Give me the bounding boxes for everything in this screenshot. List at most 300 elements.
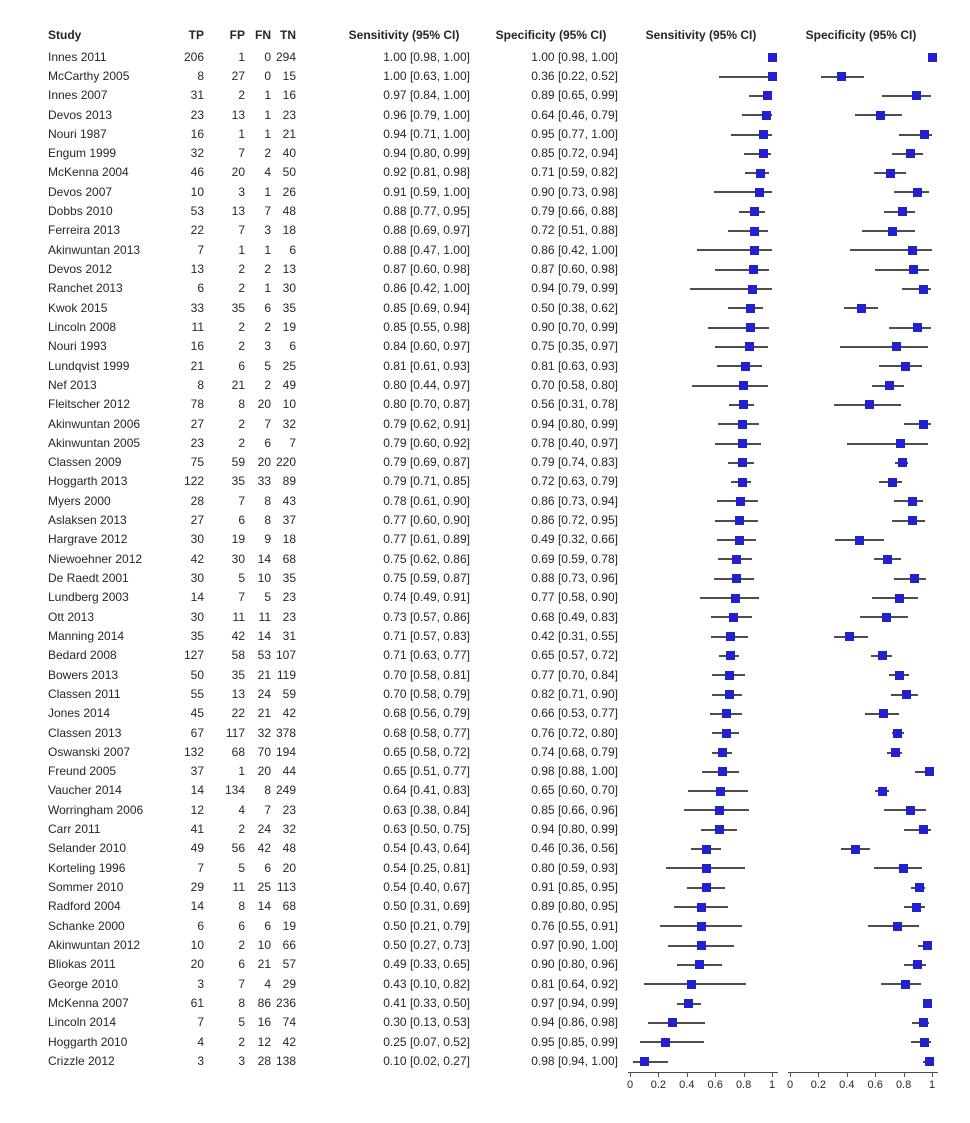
fn-value: 24 [257,686,271,701]
study-rows [0,48,970,1072]
tn-value: 220 [275,455,296,470]
sensitivity-ci-text: 0.74 [0.49, 0.91] [383,590,470,605]
sensitivity-ci-text: 0.68 [0.58, 0.77] [383,725,470,740]
fp-value: 2 [238,319,245,334]
study-row [0,241,970,260]
sensitivity-point-marker [640,1057,649,1066]
study-name: Akinwuntan 2013 [48,242,141,257]
fn-value: 4 [264,976,271,991]
specificity-point-marker [882,613,891,622]
specificity-ci-text: 0.90 [0.80, 0.96] [531,957,618,972]
tp-value: 8 [197,377,204,392]
sensitivity-forest-cell [630,106,772,125]
specificity-forest-cell [790,395,932,414]
sensitivity-point-marker [697,903,706,912]
specificity-forest-cell [790,936,932,955]
specificity-ci-text: 0.77 [0.70, 0.84] [531,667,618,682]
tp-value: 14 [190,783,204,798]
axis-tick-label: 0.6 [707,1079,723,1091]
tn-value: 23 [282,590,296,605]
tp-value: 16 [190,126,204,141]
fp-value: 13 [231,204,245,219]
sensitivity-forest-cell [630,646,772,665]
tp-value: 53 [190,204,204,219]
tn-value: 50 [282,165,296,180]
specificity-forest-cell [790,666,932,685]
sensitivity-forest-cell [630,67,772,86]
tn-value: 23 [282,609,296,624]
study-row [0,801,970,820]
specificity-forest-cell [790,163,932,182]
specificity-ci-text: 0.94 [0.79, 0.99] [531,281,618,296]
tn-value: 6 [289,242,296,257]
study-row [0,318,970,337]
tn-value: 378 [275,725,296,740]
study-name: McKenna 2004 [48,165,129,180]
sensitivity-forest-cell [630,685,772,704]
fp-value: 11 [232,609,245,624]
sensitivity-ci-text: 0.50 [0.21, 0.79] [383,918,470,933]
study-name: Devos 2007 [48,184,113,199]
fp-value: 5 [238,860,245,875]
tn-value: 138 [275,1053,296,1068]
specificity-point-marker [896,439,905,448]
column-header-tn: TN [280,28,296,42]
axis-tick [744,1072,745,1077]
tn-value: 294 [275,49,296,64]
specificity-point-marker [893,729,902,738]
fp-value: 7 [238,146,245,161]
axis-tick [847,1072,848,1077]
sensitivity-forest-cell [630,704,772,723]
study-name: Classen 2009 [48,455,122,470]
specificity-forest-cell [790,781,932,800]
study-row [0,936,970,955]
specificity-forest-cell [790,472,932,491]
specificity-forest-cell [790,569,932,588]
sensitivity-point-marker [732,555,741,564]
sensitivity-point-marker [750,227,759,236]
specificity-forest-cell [790,1033,932,1052]
study-name: Korteling 1996 [48,860,126,875]
fp-value: 2 [238,822,245,837]
specificity-ci-text: 0.81 [0.64, 0.92] [531,976,618,991]
sensitivity-point-marker [702,883,711,892]
sensitivity-point-marker [750,207,759,216]
tn-value: 15 [282,68,296,83]
sensitivity-point-marker [716,787,725,796]
sensitivity-ci-line [715,269,769,271]
study-row [0,569,970,588]
tp-value: 6 [197,281,204,296]
sensitivity-point-marker [726,651,735,660]
fn-value: 20 [257,397,271,412]
tp-value: 23 [190,107,204,122]
specificity-forest-cell [790,221,932,240]
specificity-ci-text: 0.88 [0.73, 0.96] [531,571,618,586]
specificity-point-marker [885,381,894,390]
study-row [0,530,970,549]
study-name: Bedard 2008 [48,648,117,663]
sensitivity-point-marker [738,439,747,448]
specificity-point-marker [901,980,910,989]
sensitivity-forest-cell [630,762,772,781]
fp-value: 68 [231,744,245,759]
fn-value: 20 [257,764,271,779]
study-name: Dobbs 2010 [48,204,113,219]
study-row [0,917,970,936]
axis-tick [790,1072,791,1077]
study-name: Worringham 2006 [48,802,144,817]
specificity-ci-line [840,346,928,348]
fp-value: 11 [232,880,245,895]
specificity-ci-text: 0.98 [0.94, 1.00] [531,1053,618,1068]
specificity-forest-cell [790,839,932,858]
specificity-point-marker [915,883,924,892]
study-row [0,163,970,182]
sensitivity-forest-cell [630,781,772,800]
tp-value: 27 [190,513,204,528]
study-name: Nef 2013 [48,377,97,392]
sensitivity-ci-text: 0.85 [0.69, 0.94] [383,300,470,315]
specificity-point-marker [920,130,929,139]
study-row [0,106,970,125]
fp-value: 3 [238,1053,245,1068]
specificity-forest-cell [790,125,932,144]
sensitivity-point-marker [722,729,731,738]
tn-value: 57 [282,957,296,972]
axis-tick-label: 1 [768,1079,776,1091]
tp-value: 31 [190,88,204,103]
tn-value: 43 [282,493,296,508]
study-row [0,1033,970,1052]
study-row [0,376,970,395]
specificity-ci-text: 0.65 [0.57, 0.72] [531,648,618,663]
sensitivity-forest-cell [630,801,772,820]
sensitivity-point-marker [697,922,706,931]
fn-value: 7 [264,416,271,431]
tp-value: 61 [190,995,204,1010]
study-name: Fleitscher 2012 [48,397,131,412]
specificity-forest-cell [790,260,932,279]
fp-value: 1 [238,764,245,779]
sensitivity-ci-text: 0.77 [0.60, 0.90] [383,513,470,528]
fp-value: 6 [238,918,245,933]
sensitivity-x-axis [626,1072,776,1098]
sensitivity-ci-line [633,1061,669,1063]
specificity-point-marker [893,922,902,931]
tp-value: 20 [190,957,204,972]
sensitivity-point-marker [735,536,744,545]
sensitivity-point-marker [736,497,745,506]
specificity-forest-cell [790,1013,932,1032]
specificity-forest-cell [790,202,932,221]
tn-value: 119 [276,667,296,682]
axis-tick-label: 0.8 [895,1079,912,1091]
study-row [0,144,970,163]
fn-value: 1 [264,107,271,122]
tn-value: 68 [282,899,296,914]
study-name: Schanke 2000 [48,918,125,933]
fn-value: 1 [264,88,271,103]
specificity-point-marker [920,1038,929,1047]
tp-value: 13 [190,262,204,277]
sensitivity-forest-cell [630,376,772,395]
specificity-forest-cell [790,588,932,607]
study-row [0,955,970,974]
specificity-forest-cell [790,743,932,762]
specificity-point-marker [886,169,895,178]
fn-value: 5 [264,590,271,605]
fp-value: 2 [238,339,245,354]
specificity-ci-text: 0.90 [0.73, 0.98] [531,184,618,199]
fn-value: 1 [264,184,271,199]
sensitivity-ci-text: 0.71 [0.63, 0.77] [383,648,470,663]
tn-value: 48 [282,841,296,856]
study-row [0,839,970,858]
sensitivity-ci-text: 0.84 [0.60, 0.97] [383,339,470,354]
sensitivity-ci-text: 0.75 [0.59, 0.87] [383,571,470,586]
study-row [0,125,970,144]
axis-tick [687,1072,688,1077]
specificity-ci-text: 0.91 [0.85, 0.95] [531,880,618,895]
sensitivity-forest-cell [630,144,772,163]
fn-value: 53 [257,648,271,663]
fn-value: 5 [264,358,271,373]
tp-value: 42 [190,551,204,566]
tp-value: 78 [190,397,204,412]
sensitivity-forest-cell [630,994,772,1013]
specificity-forest-cell [790,685,932,704]
fp-value: 35 [231,474,245,489]
tn-value: 44 [282,764,296,779]
sensitivity-ci-text: 0.91 [0.59, 1.00] [383,184,470,199]
specificity-forest-cell [790,376,932,395]
fn-value: 14 [257,551,271,566]
axis-tick-label: 0.6 [867,1079,883,1091]
fp-value: 13 [231,686,245,701]
fn-value: 21 [257,667,271,682]
specificity-ci-text: 0.97 [0.94, 0.99] [531,995,618,1010]
specificity-point-marker [845,632,854,641]
study-name: Classen 2011 [48,686,121,701]
study-name: Innes 2011 [48,49,107,64]
tn-value: 7 [289,435,296,450]
specificity-point-marker [906,806,915,815]
axis-tick-label: 0.2 [650,1079,667,1091]
study-name: Lundberg 2003 [48,590,129,605]
sensitivity-ci-text: 0.43 [0.10, 0.82] [383,976,470,991]
specificity-point-marker [895,671,904,680]
specificity-forest-cell [790,434,932,453]
fp-value: 7 [238,493,245,508]
fn-value: 28 [257,1053,271,1068]
sensitivity-ci-text: 0.68 [0.56, 0.79] [383,706,470,721]
study-name: McCarthy 2005 [48,68,130,83]
sensitivity-ci-text: 0.41 [0.33, 0.50] [383,995,470,1010]
axis-tick [630,1072,631,1077]
sensitivity-ci-line [719,76,772,78]
specificity-ci-text: 0.64 [0.46, 0.79] [531,107,618,122]
sensitivity-ci-text: 0.79 [0.62, 0.91] [383,416,470,431]
sensitivity-ci-line [728,230,768,232]
sensitivity-ci-text: 0.10 [0.02, 0.27] [383,1053,470,1068]
study-name: Akinwuntan 2005 [48,435,141,450]
fp-value: 27 [231,68,245,83]
fp-value: 2 [238,281,245,296]
specificity-point-marker [908,246,917,255]
study-name: Lincoln 2008 [48,319,117,334]
study-row [0,67,970,86]
tp-value: 4 [197,1034,204,1049]
fn-value: 24 [257,822,271,837]
fn-value: 1 [264,281,271,296]
specificity-point-marker [892,342,901,351]
tn-value: 26 [282,184,296,199]
specificity-forest-cell [790,183,932,202]
sensitivity-point-marker [687,980,696,989]
sensitivity-forest-cell [630,820,772,839]
specificity-ci-text: 0.94 [0.86, 0.98] [531,1015,618,1030]
fp-value: 2 [238,1034,245,1049]
specificity-x-axis [786,1072,936,1098]
fp-value: 134 [224,783,245,798]
sensitivity-point-marker [756,169,765,178]
specificity-point-marker [898,207,907,216]
fn-value: 8 [264,513,271,528]
study-row [0,472,970,491]
specificity-ci-line [882,95,930,97]
sensitivity-point-marker [715,825,724,834]
sensitivity-forest-cell [630,627,772,646]
tp-value: 30 [190,571,204,586]
study-name: McKenna 2007 [48,995,129,1010]
specificity-ci-text: 0.98 [0.88, 1.00] [531,764,618,779]
sensitivity-ci-text: 0.65 [0.58, 0.72] [383,744,470,759]
tp-value: 29 [190,880,204,895]
sensitivity-ci-text: 0.30 [0.13, 0.53] [383,1015,470,1030]
tn-value: 6 [289,339,296,354]
fn-value: 6 [264,435,271,450]
tn-value: 107 [275,648,296,663]
tp-value: 8 [197,68,204,83]
fp-value: 8 [238,397,245,412]
axis-tick [658,1072,659,1077]
sensitivity-ci-text: 0.54 [0.43, 0.64] [383,841,470,856]
specificity-point-marker [908,497,917,506]
sensitivity-point-marker [725,690,734,699]
specificity-point-marker [851,845,860,854]
tp-value: 41 [190,822,204,837]
sensitivity-ci-text: 0.97 [0.84, 1.00] [383,88,470,103]
study-row [0,221,970,240]
study-name: Niewoehner 2012 [48,551,143,566]
sensitivity-point-marker [726,632,735,641]
specificity-point-marker [901,362,910,371]
sensitivity-ci-text: 0.92 [0.81, 0.98] [383,165,470,180]
specificity-ci-text: 0.87 [0.60, 0.98] [531,262,618,277]
specificity-ci-text: 0.97 [0.90, 1.00] [531,937,618,952]
fn-value: 8 [264,783,271,798]
specificity-forest-cell [790,917,932,936]
specificity-point-marker [906,149,915,158]
axis-line [628,1072,778,1073]
tn-value: 194 [275,744,296,759]
study-name: Ferreira 2013 [48,223,121,238]
specificity-point-marker [888,478,897,487]
tn-value: 20 [282,860,296,875]
study-row [0,395,970,414]
study-name: Manning 2014 [48,628,125,643]
axis-tick-label: 0.4 [839,1079,855,1091]
fn-value: 10 [257,571,271,586]
specificity-forest-cell [790,530,932,549]
tp-value: 45 [190,706,204,721]
specificity-ci-text: 0.56 [0.31, 0.78] [531,397,618,412]
specificity-forest-cell [790,299,932,318]
sensitivity-ci-text: 0.75 [0.62, 0.86] [383,551,470,566]
tp-value: 67 [190,725,204,740]
fp-value: 7 [238,223,245,238]
specificity-ci-text: 0.49 [0.32, 0.66] [531,532,618,547]
specificity-ci-text: 0.76 [0.72, 0.80] [531,725,618,740]
specificity-point-marker [913,960,922,969]
tp-value: 7 [197,1015,204,1030]
specificity-forest-cell [790,415,932,434]
sensitivity-point-marker [768,53,777,62]
axis-tick [875,1072,876,1077]
tp-value: 46 [190,165,204,180]
sensitivity-ci-text: 0.64 [0.41, 0.83] [383,783,470,798]
specificity-point-marker [902,690,911,699]
fp-value: 2 [238,416,245,431]
fp-value: 56 [231,841,245,856]
tn-value: 35 [282,300,296,315]
specificity-ci-line [889,327,930,329]
tp-value: 12 [190,802,204,817]
study-name: Nouri 1993 [48,339,107,354]
specificity-ci-text: 0.69 [0.59, 0.78] [531,551,618,566]
specificity-forest-cell [790,241,932,260]
specificity-ci-text: 1.00 [0.98, 1.00] [531,49,618,64]
sensitivity-forest-cell [630,1052,772,1071]
specificity-ci-text: 0.42 [0.31, 0.55] [531,628,618,643]
sensitivity-forest-cell [630,260,772,279]
study-row [0,897,970,916]
column-header-sensitivity-ci: Sensitivity (95% CI) [348,28,460,42]
fp-value: 117 [225,725,245,740]
tn-value: 40 [282,146,296,161]
study-row [0,492,970,511]
sensitivity-ci-text: 0.70 [0.58, 0.81] [383,667,470,682]
sensitivity-point-marker [745,342,754,351]
specificity-ci-text: 0.79 [0.74, 0.83] [531,455,618,470]
study-row [0,183,970,202]
sensitivity-point-marker [718,767,727,776]
specificity-forest-cell [790,801,932,820]
fp-value: 6 [238,957,245,972]
sensitivity-forest-cell [630,492,772,511]
specificity-ci-line [850,249,932,251]
study-row [0,86,970,105]
study-name: Bowers 2013 [48,667,119,682]
specificity-point-marker [919,825,928,834]
fp-value: 5 [238,1015,245,1030]
tp-value: 23 [190,435,204,450]
sensitivity-ci-text: 1.00 [0.98, 1.00] [383,49,470,64]
specificity-point-marker [855,536,864,545]
tp-value: 11 [191,319,204,334]
